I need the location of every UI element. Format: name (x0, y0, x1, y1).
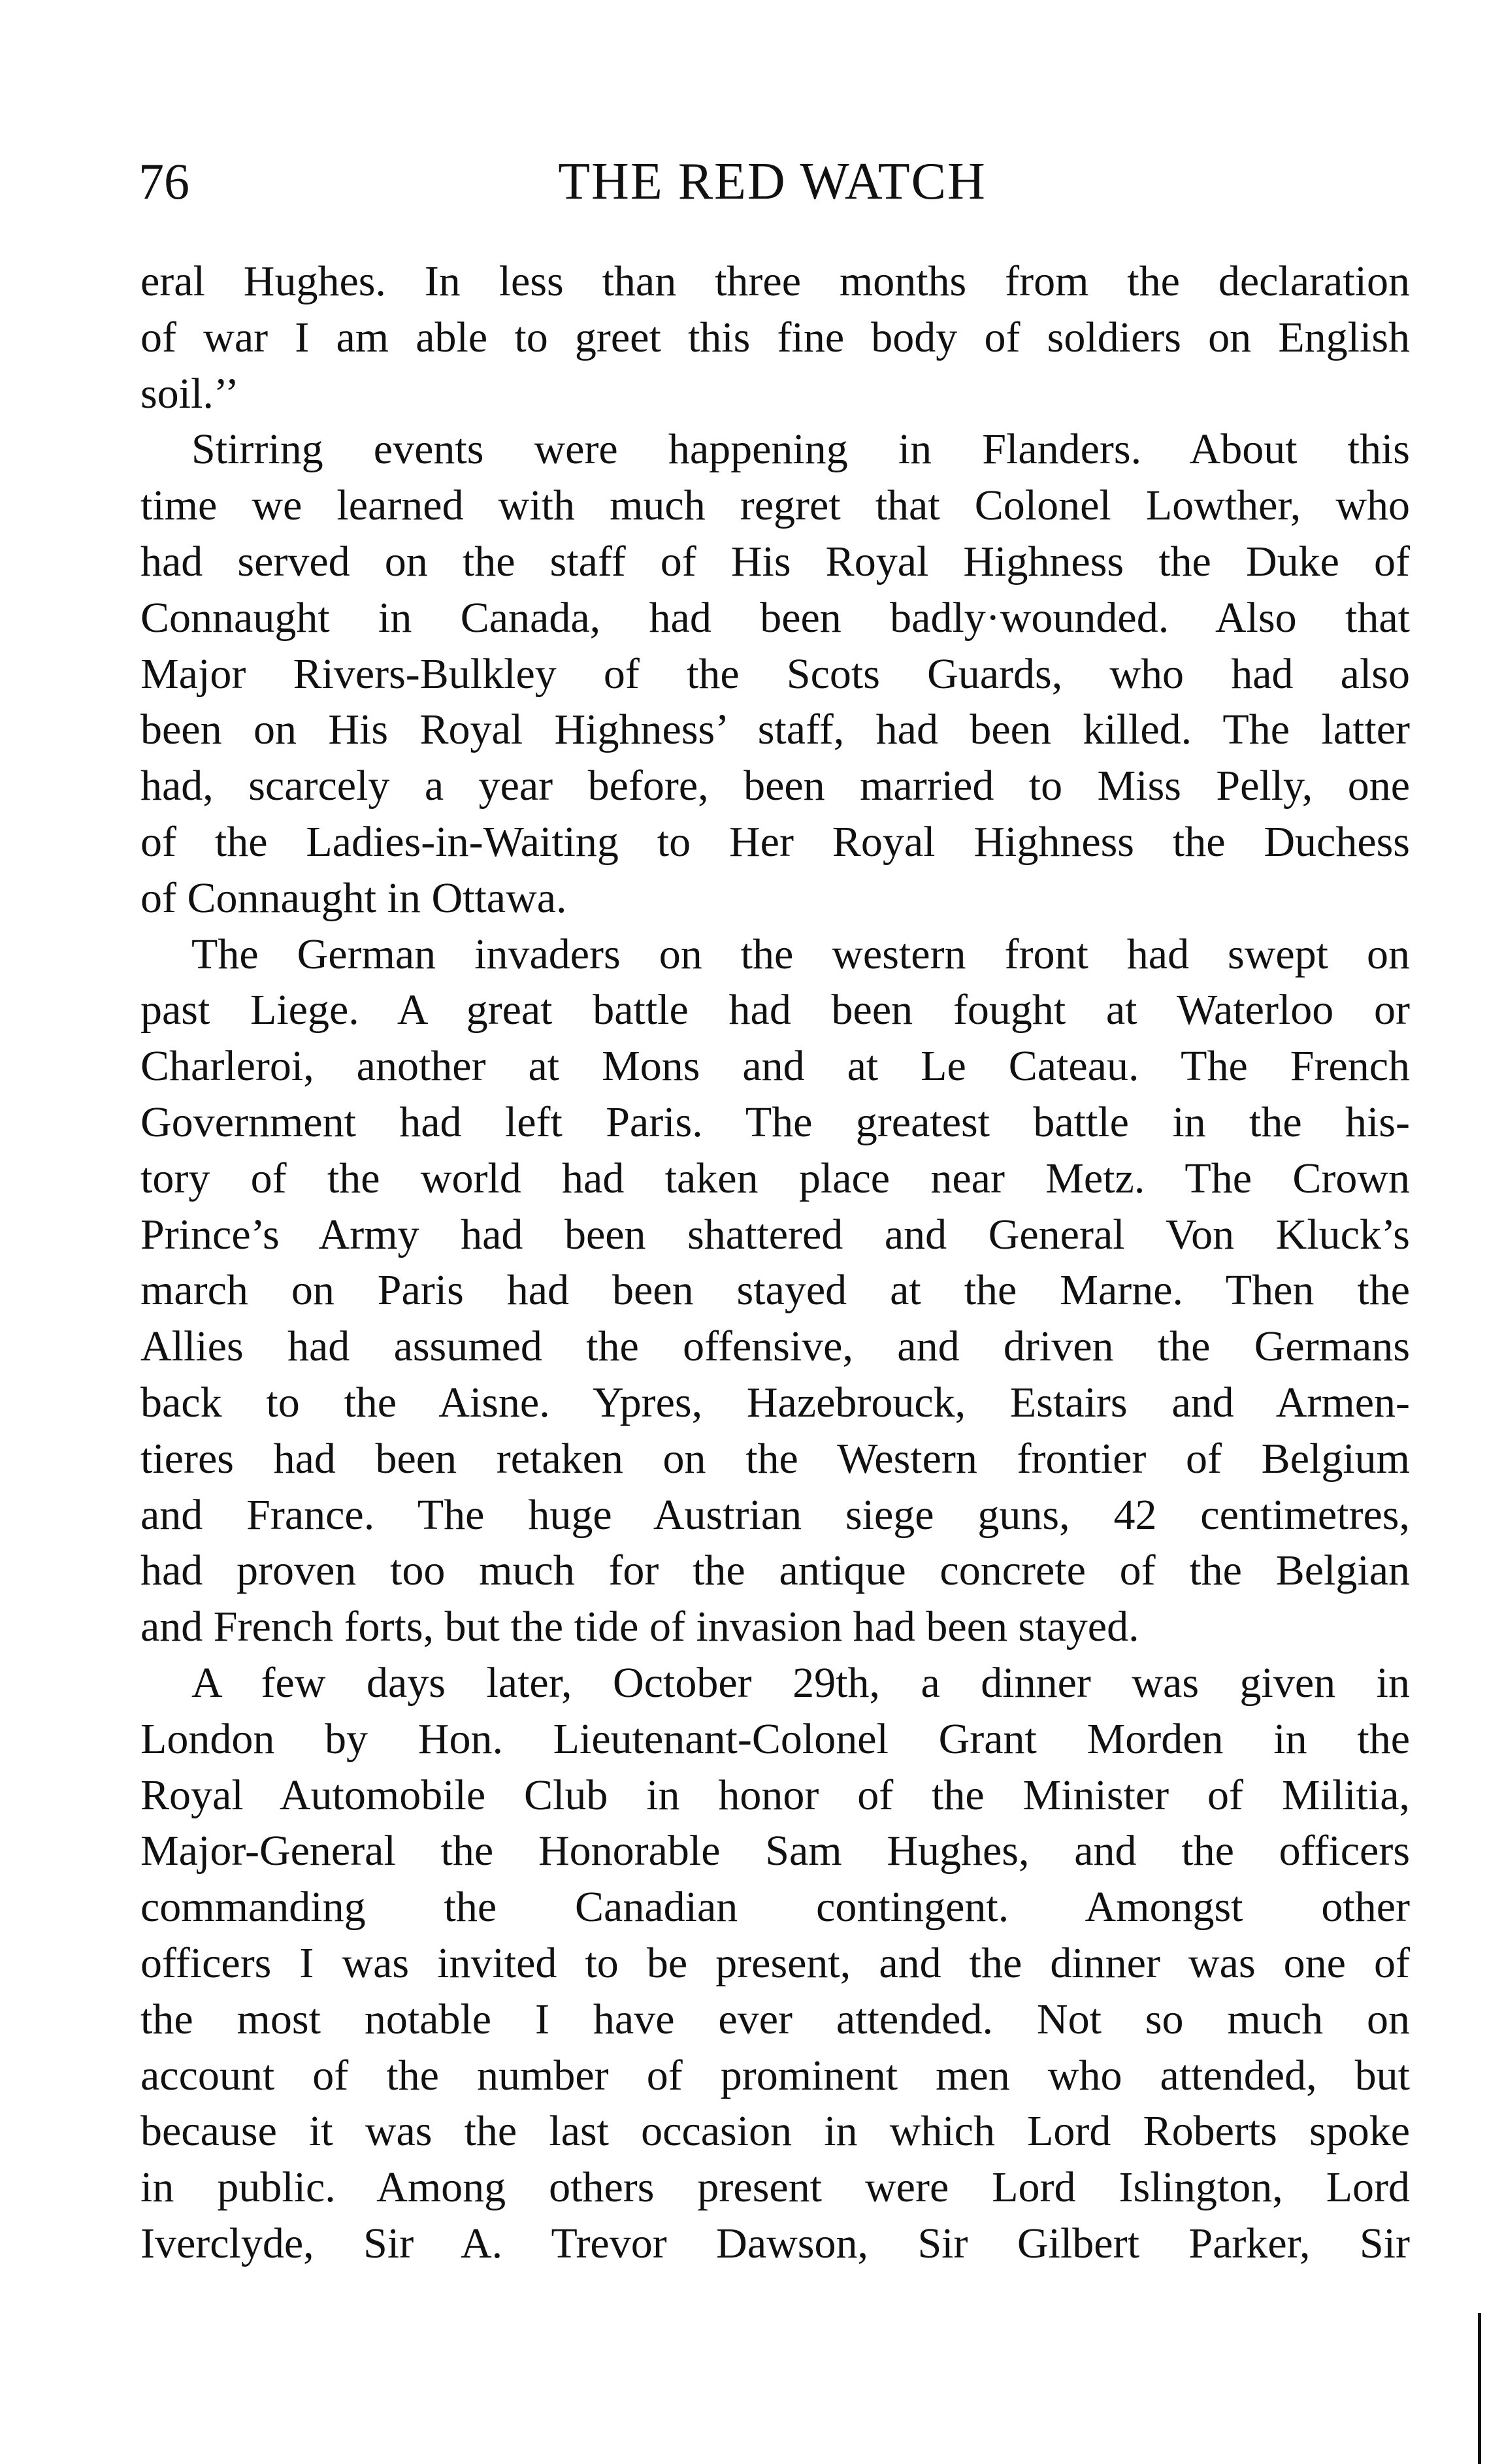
paragraph (140, 254, 1410, 421)
paragraph (140, 927, 1410, 1655)
text-line: had, scarcely a year before, been married to Miss Pelly, one (140, 762, 1410, 810)
running-head: THE RED WATCH (558, 153, 987, 210)
text-line: in public. Among others present were Lord Islington, Lord (140, 2163, 1410, 2212)
text-line: soil.’’ (140, 369, 239, 418)
text-line: tieres had been retaken on the Western frontier of Belgium (140, 1434, 1410, 1483)
text-line: and France. The huge Austrian siege guns, 42 centimetres, (140, 1490, 1410, 1539)
body-text (140, 254, 1410, 2272)
text-line: the most notable I have ever attended. Not so much on (140, 1995, 1410, 2043)
text-line: of the Ladies-in-Waiting to Her Royal Highness the Duchess (140, 817, 1410, 866)
margin-rule (1478, 2313, 1481, 2464)
text-line: Iverclyde, Sir A. Trevor Dawson, Sir Gilbert Parker, Sir (140, 2219, 1410, 2267)
text-line: Stirring events were happening in Flanders. About this (191, 425, 1410, 474)
text-line: Royal Automobile Club in honor of the Minister of Militia, (140, 1771, 1410, 1819)
text-line: Major-General the Honorable Sam Hughes, and the officers (140, 1827, 1410, 1875)
text-line: back to the Aisne. Ypres, Hazebrouck, Estairs and Armen- (140, 1378, 1410, 1426)
page-number: 76 (139, 153, 189, 210)
text-line: march on Paris had been stayed at the Marne. Then the (140, 1266, 1410, 1315)
text-line: because it was the last occasion in which Lord Roberts spoke (140, 2107, 1410, 2156)
text-line: Government had left Paris. The greatest battle in the his- (140, 1098, 1410, 1146)
text-line: eral Hughes. In less than three months from the declaration (140, 257, 1410, 305)
text-line: commanding the Canadian contingent. Amongst other (140, 1883, 1410, 1931)
text-line: London by Hon. Lieutenant-Colonel Grant Morden in the (140, 1715, 1410, 1763)
text-line: Charleroi, another at Mons and at Le Cateau. The French (140, 1042, 1410, 1091)
text-line: been on His Royal Highness’ staff, had been killed. The latter (140, 706, 1410, 754)
text-line: had proven too much for the antique concrete of the Belgian (140, 1547, 1410, 1595)
text-line: officers I was invited to be present, and the dinner was one of (140, 1939, 1410, 1987)
text-line: Connaught in Canada, had been badly·wounded. Also that (140, 593, 1410, 642)
text-line: of Connaught in Ottawa. (140, 874, 567, 922)
text-line: and French forts, but the tide of invasion had been stayed. (140, 1603, 1139, 1651)
text-line: past Liege. A great battle had been fought at Waterloo or (140, 986, 1410, 1034)
text-line: of war I am able to greet this fine body of soldiers on English (140, 313, 1410, 361)
text-line: Prince’s Army had been shattered and General Von Kluck’s (140, 1210, 1410, 1258)
text-line: had served on the staff of His Royal Highness the Duke of (140, 537, 1410, 585)
text-line: The German invaders on the western front had swept on (191, 930, 1410, 978)
page-header (139, 149, 1406, 214)
text-line: Major Rivers-Bulkley of the Scots Guards, who had also (140, 649, 1410, 698)
text-line: time we learned with much regret that Colonel Lowther, who (140, 482, 1410, 530)
paragraph (140, 421, 1410, 926)
text-line: tory of the world had taken place near Metz. The Crown (140, 1154, 1410, 1202)
text-line: A few days later, October 29th, a dinner was given in (191, 1658, 1410, 1707)
text-line: Allies had assumed the offensive, and driven the Germans (140, 1322, 1410, 1371)
text-line: account of the number of prominent men who attended, but (140, 2051, 1410, 2099)
paragraph (140, 1655, 1410, 2272)
